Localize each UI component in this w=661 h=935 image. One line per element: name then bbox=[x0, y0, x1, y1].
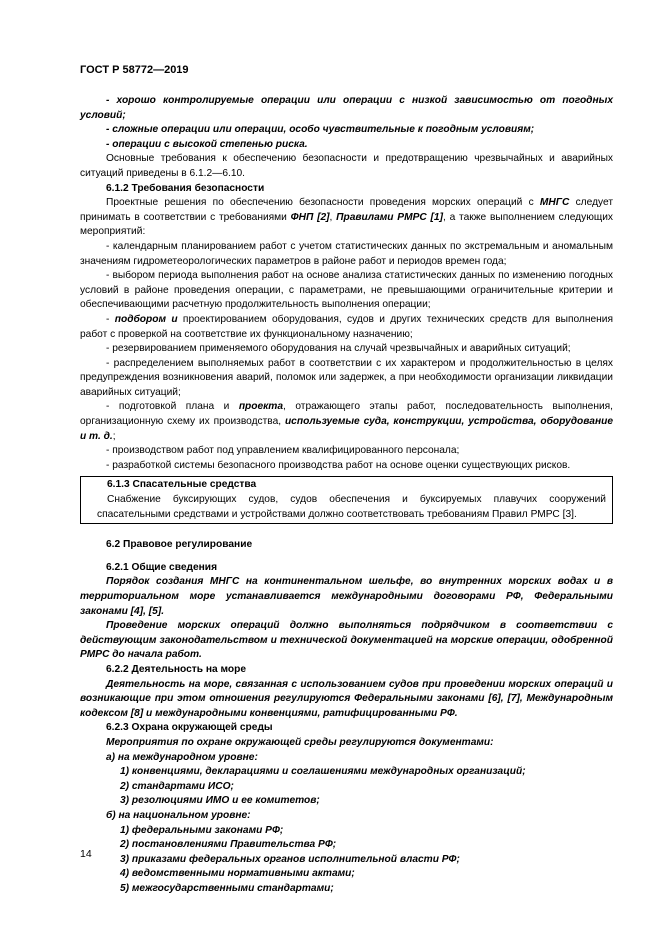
paragraph: Основные требования к обеспечению безопасности и предотвращению чрезвычайных и аварийных ситуаций приведены в 6.1.2—6.10. bbox=[80, 153, 613, 179]
list-item: 1) федеральными законами РФ; bbox=[120, 824, 284, 836]
section-heading: 6.2.2 Деятельность на море bbox=[106, 663, 247, 675]
list-item: - календарным планированием работ с учетом статистических данных по экстремальным и аномальным значениям гидрометеорологических параметров в районе работ и периодов времен года; bbox=[80, 240, 613, 267]
paragraph: Порядок создания МНГС на континентальном шельфе, во внутренних морских водах и в территориальном море устанавливается международными договорами РФ, Федеральными законами [4], [5]. bbox=[80, 576, 613, 617]
section-heading: 6.2.1 Общие сведения bbox=[106, 561, 218, 573]
list-item: - разработкой системы безопасного производства работ на основе оценки существующих рисков. bbox=[106, 459, 571, 471]
list-item: - производством работ под управлением квалифицированного персонала; bbox=[106, 445, 460, 457]
list-item: 1) конвенциями, декларациями и соглашениями международных организаций; bbox=[120, 766, 526, 778]
section-heading: 6.1.2 Требования безопасности bbox=[106, 182, 265, 194]
paragraph: Мероприятия по охране окружающей среды регулируются документами: bbox=[106, 736, 494, 748]
list-item: 2) постановлениями Правительства РФ; bbox=[120, 839, 337, 851]
section-heading: 6.2 Правовое регулирование bbox=[106, 539, 253, 551]
list-item: а) на международном уровне: bbox=[106, 751, 258, 763]
list-item: - операции с высокой степенью риска. bbox=[106, 138, 308, 150]
list-item: - выбором периода выполнения работ на основе анализа статистических данных по изменению погодных условий в районе проведения операции, с параметрами, не превышающими ограничительные критерии и обеспечивающими расчетную продолжительность выполнения операции; bbox=[80, 270, 613, 311]
list-item: б) на национальном уровне: bbox=[106, 809, 251, 821]
paragraph: Проведение морских операций должно выполняться подрядчиком в соответствии с действующим законодательством и технической документацией на морские операции, одобренной РМРС до начала работ. bbox=[80, 620, 613, 661]
boxed-section bbox=[80, 476, 613, 524]
paragraph: Проектные решения по обеспечению безопасности проведения морских операций с МНГС следует принимать в соответствии с требованиями ФНП [2], Правилами РМРС [1], а также выполнением следующих мероприятий: bbox=[80, 197, 614, 238]
list-item: 4) ведомственными нормативными актами; bbox=[120, 868, 355, 880]
list-item: - хорошо контролируемые операции или операции с низкой зависимостью от погодных условий; bbox=[80, 95, 613, 121]
document-body bbox=[80, 94, 613, 896]
paragraph: Снабжение буксирующих судов, судов обеспечения и буксируемых плавучих сооружений спасательными средствами и устройствами должно соответствовать требованиям Правил РМРС [3]. bbox=[97, 494, 606, 520]
list-item: - сложные операции или операции, особо чувствительные к погодным условиям; bbox=[106, 124, 535, 136]
list-item: - резервированием применяемого оборудования на случай чрезвычайных и аварийных ситуаций; bbox=[106, 343, 571, 355]
list-item: 5) межгосударственными стандартами; bbox=[120, 882, 334, 894]
list-item: 2) стандартами ИСО; bbox=[120, 780, 234, 792]
paragraph: Деятельность на море, связанная с использованием судов при проведении морских операций и возникающие при этом отношения регулируются Федеральными законами [6], [7], Международным кодексом [8] и международными конвенциями, ратифицированными РФ. bbox=[80, 678, 613, 719]
section-heading: 6.1.3 Спасательные средства bbox=[107, 479, 257, 491]
page-number: 14 bbox=[80, 848, 92, 860]
list-item: - подбором и проектированием оборудования, судов и других технических средств для выполнения работ с проверкой на соответствие их функциональному назначению; bbox=[80, 313, 613, 340]
list-item: - распределением выполняемых работ в соответствии с их характером и продолжительностью в целях предупреждения возникновения аварий, поломок или задержек, а при необходимости организации ликвидации аварийных ситуаций; bbox=[80, 357, 613, 398]
section-heading: 6.2.3 Охрана окружающей среды bbox=[106, 722, 273, 734]
list-item: - подготовкой плана и проекта, отражающего этапы работ, последовательность выполнения, организационную схему их производства, используемые суда, конструкции, устройства, оборудование и т. д.; bbox=[80, 401, 614, 442]
document-header: ГОСТ Р 58772—2019 bbox=[80, 64, 189, 76]
list-item: 3) приказами федеральных органов исполнительной власти РФ; bbox=[120, 853, 460, 865]
list-item: 3) резолюциями ИМО и ее комитетов; bbox=[120, 795, 320, 807]
